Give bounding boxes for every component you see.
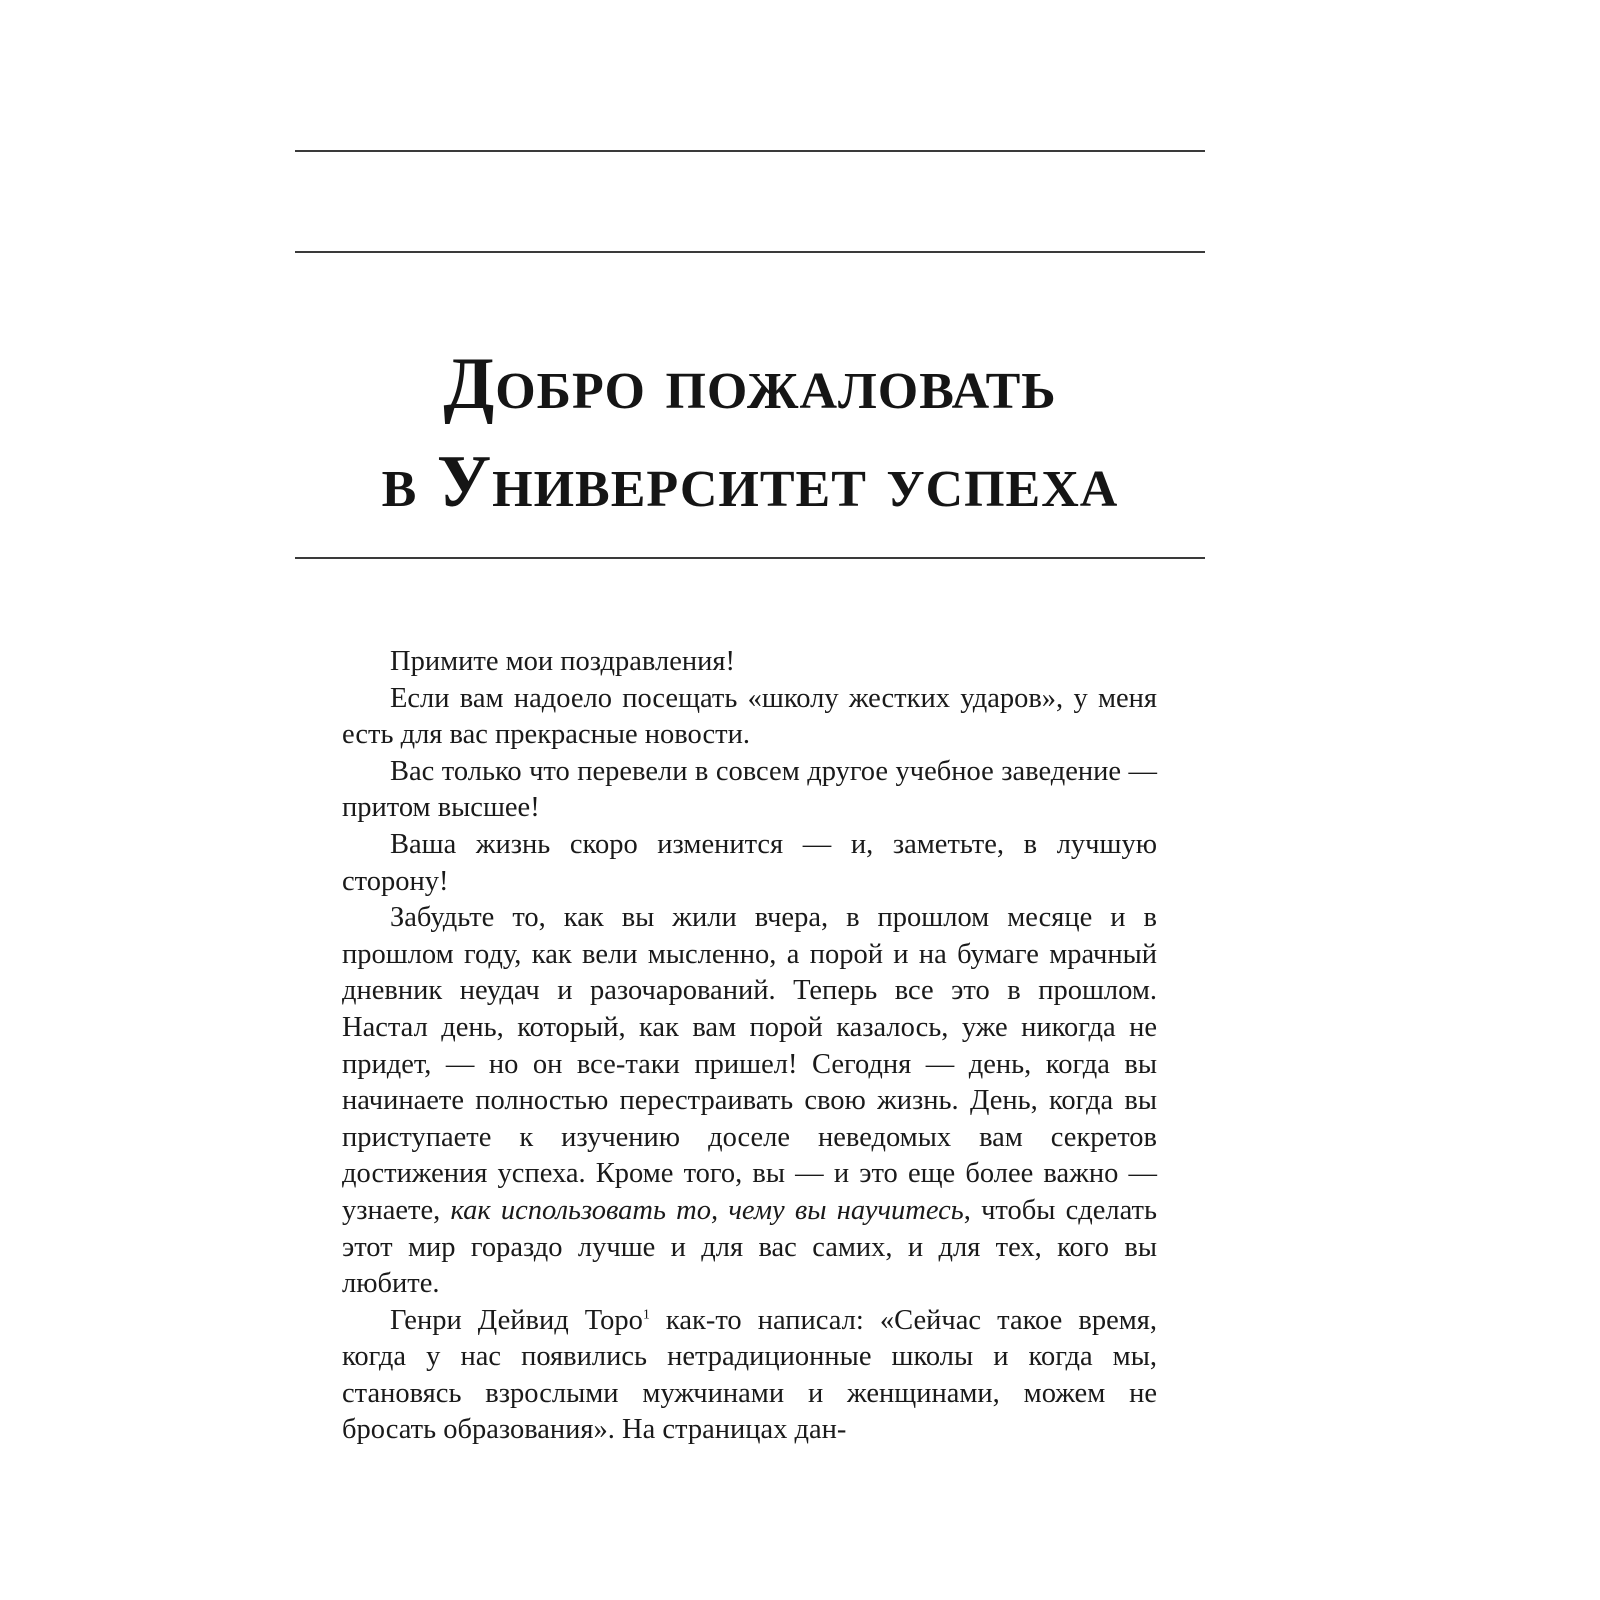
chapter-title-line-2: в Университет успеха	[381, 441, 1119, 523]
body-text	[342, 644, 1157, 1449]
paragraph-4: Ваша жизнь скоро изменится — и, заметьте, в лучшую сторону!	[342, 828, 1157, 897]
paragraph-6-text-after: как-то написал: «Сейчас такое время, когда у нас появились нетрадиционные школы и когда мы, становясь взрослыми мужчинами и женщинами, можем не бросать образования». На страницах дан-	[342, 1304, 1157, 1446]
title-bottom-rule	[295, 557, 1205, 559]
chapter-title-line-1: Добро пожаловать	[443, 343, 1057, 425]
top-rule-2	[295, 251, 1205, 253]
paragraph-2: Если вам надоело посещать «школу жестких ударов», у меня есть для вас прекрасные новости.	[342, 682, 1157, 751]
paragraph-5	[342, 900, 1157, 1303]
paragraph-5-text-before: Забудьте то, как вы жили вчера, в прошлом месяце и в прошлом году, как вели мысленно, а порой и на бумаге мрачный дневник неудач и разочарований. Теперь все это в прошлом. Настал день, который, как вам порой казалось, уже никогда не придет, — но он все-таки пришел! Сегодня — день, когда вы начинаете полностью перестраивать свою жизнь. День, когда вы приступаете к изучению доселе неведомых вам секретов достижения успеха. Кроме того, вы — и это еще более важно — узнаете,	[342, 902, 1157, 1226]
paragraph-5-italic-phrase: как использовать то, чему вы научитесь	[450, 1194, 964, 1226]
top-rule-1	[295, 150, 1205, 152]
chapter-title	[295, 335, 1205, 531]
paragraph-6-text-before: Генри Дейвид Торо	[390, 1304, 643, 1336]
paragraph-6	[342, 1303, 1157, 1449]
paragraph-3: Вас только что перевели в совсем другое учебное заведение — притом высшее!	[342, 755, 1157, 824]
footnote-marker[interactable]: 1	[642, 1307, 650, 1323]
paragraph-5-text-after: , чтобы сделать этот мир гораздо лучше и для вас самих, и для тех, кого вы любите.	[342, 1194, 1157, 1300]
paragraph-1: Примите мои поздравления!	[390, 646, 735, 677]
